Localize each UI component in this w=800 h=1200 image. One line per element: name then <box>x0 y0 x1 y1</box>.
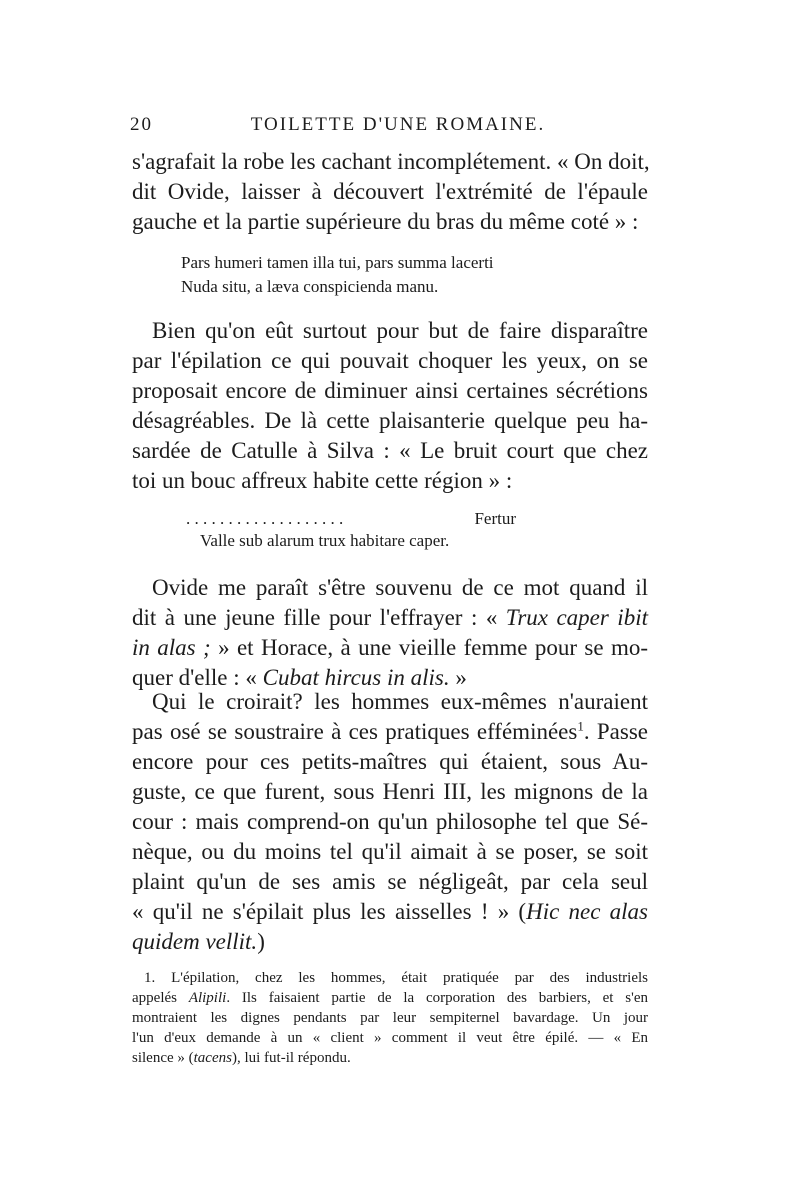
text-line: gauche et la partie supérieure du bras du même coté » : <box>132 209 639 234</box>
verse-line: Valle sub alarum trux habitare caper. <box>200 531 450 550</box>
latin-quote: Trux caper ibit <box>505 605 648 630</box>
page-number: 20 <box>130 114 153 135</box>
text-line: désagréables. De là cette plaisanterie quelque peu ha- <box>132 408 648 433</box>
text-line: sardée de Catulle à Silva : « Le bruit court que chez <box>132 438 648 463</box>
verse-line <box>186 508 516 530</box>
footnote-line: l'un d'eux demande à un « client » comment il veut être épilé. — « En <box>132 1030 648 1046</box>
running-title: TOILETTE D'UNE ROMAINE. <box>250 114 546 135</box>
latin-quote: quidem vellit. <box>132 929 258 954</box>
text-line: in alas ; » et Horace, à une vieille femme pour se mo- <box>132 635 648 660</box>
footnote-term: tacens <box>193 1050 232 1066</box>
text-line: dit à une jeune fille pour l'effrayer : « Trux caper ibit <box>132 605 648 630</box>
text-line: Qui le croirait? les hommes eux-mêmes n'auraient <box>152 689 648 714</box>
text-line: nèque, ou du moins tel qu'il aimait à se poser, se soit <box>132 839 648 864</box>
text-line: encore pour ces petits-maîtres qui étaient, sous Au- <box>132 749 648 774</box>
text-line: cour : mais comprend-on qu'un philosophe tel que Sé- <box>132 809 648 834</box>
footnote-line: 1. L'épilation, chez les hommes, était pratiquée par des industriels <box>144 970 648 986</box>
latin-quote: in alas ; <box>132 635 211 660</box>
text-line: par l'épilation ce qui pouvait choquer les yeux, on se <box>132 348 648 373</box>
footnote-term: Alipili <box>188 990 227 1006</box>
running-header <box>130 114 650 140</box>
text-line: guste, ce que furent, sous Henri III, les mignons de la <box>132 779 648 804</box>
ellipsis-dots: . . . . . . . . . . . . . . . . . . . <box>186 509 344 528</box>
latin-quote: Hic nec alas <box>526 899 649 924</box>
text-line: quer d'elle : « Cubat hircus in alis. » <box>132 665 467 690</box>
text-line: plaint qu'un de ses amis se négligeât, par cela seul <box>132 869 648 894</box>
footnote-line: appelés Alipili. Ils faisaient partie de la corporation des barbiers, et s'en <box>132 990 648 1006</box>
text-line: Bien qu'on eût surtout pour but de faire disparaître <box>152 318 648 343</box>
verse-line: Pars humeri tamen illa tui, pars summa lacerti <box>181 253 494 272</box>
text-line: « qu'il ne s'épilait plus les aisselles ! » (Hic nec alas <box>132 899 649 924</box>
verse-line: Nuda situ, a læva conspicienda manu. <box>181 277 439 296</box>
latin-quote: Cubat hircus in alis. <box>262 665 450 690</box>
text-line: toi un bouc affreux habite cette région » : <box>132 468 513 493</box>
footnote-line: montraient les dignes pendants par leur sempiternel bavardage. Un jour <box>132 1010 648 1026</box>
text-line: pas osé se soustraire à ces pratiques efféminées$^1$. Passe <box>132 718 648 744</box>
text-line: Ovide me paraît s'être souvenu de ce mot quand il <box>152 575 648 600</box>
text-line: quidem vellit.) <box>132 929 265 954</box>
text-line: proposait encore de diminuer ainsi certaines sécrétions <box>132 378 648 403</box>
footnote-line: silence » (tacens), lui fut-il répondu. <box>132 1050 351 1066</box>
verse-word: Fertur <box>474 509 516 528</box>
text-line: s'agrafait la robe les cachant incomplétement. « On doit, <box>132 149 650 174</box>
text-line: dit Ovide, laisser à découvert l'extrémité de l'épaule <box>132 179 648 204</box>
footnote-ref: 1 <box>577 718 584 734</box>
